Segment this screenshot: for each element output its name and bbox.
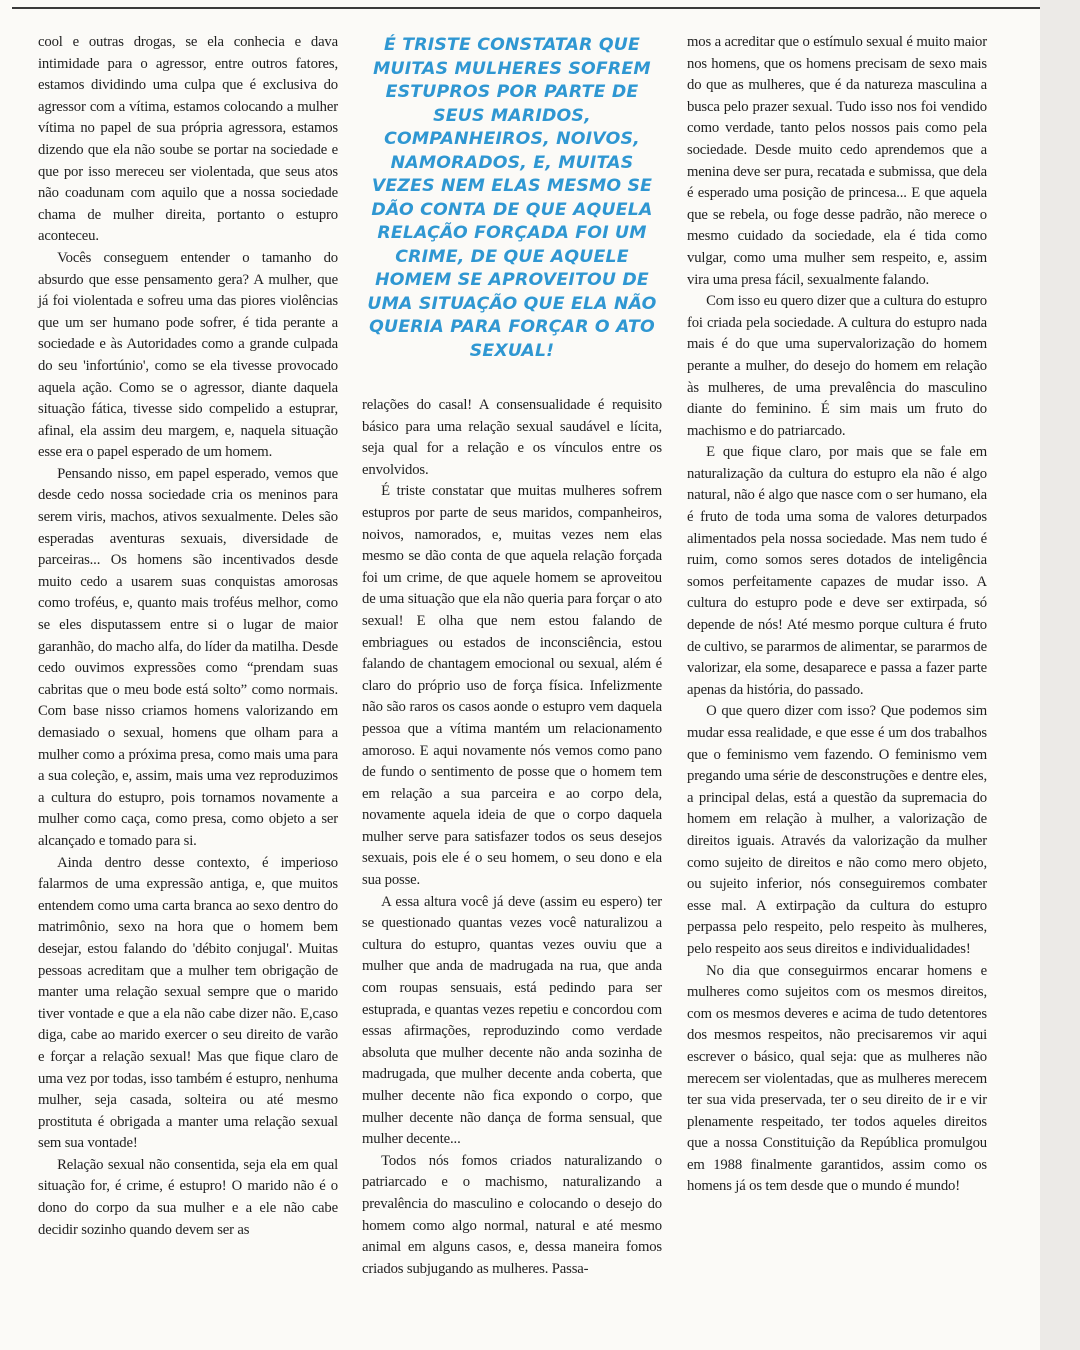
paragraph: relações do casal! A consensualidade é requisito básico para uma relação sexual saudável e lícita, seja qual for a relação e os vínculos entre os envolvidos.	[362, 397, 662, 478]
paragraph: mos a acreditar que o estímulo sexual é muito maior nos homens, que os homens precisam de sexo mais do que as mulheres, que é da natureza masculina a busca pelo prazer sexual. Tudo isso nos foi vendido como verdade, tanto pelos nossos pais como pela sociedade. Desde muito cedo aprendemos que a menina deve ser pura, recatada e submissa, que dela é esperado uma posição de princesa... E que aquela que se rebela, ou foge desse padrão, não merece o mesmo cuidado da sociedade, ela é tida como vulgar, como uma mulher sem respeito, e, assim vira uma presa fácil, sexualmente falando.	[687, 34, 987, 288]
paragraph: Pensando nisso, em papel esperado, vemos que desde cedo nossa sociedade cria os meninos para serem viris, machos, ativos sexualmente. Deles são esperadas aventuras sexuais, diversidade de parceiras... Os homens são incentivados desde muito cedo a usarem suas conquistas amorosas como troféus, e, quanto mais troféus melhor, como se eles disputassem entre si o lugar de maior garanhão, do macho alfa, do líder da matilha. Desde cedo ouvimos expressões como “prendam suas cabritas que o meu bode está solto” como normais. Com base nisso criamos homens valorizando em demasiado o sexual, homens que olham para a mulher como a próxima presa, como mais uma para a sua coleção, e, assim, mais uma vez reproduzimos a cultura do estupro, pois tornamos novamente a mulher como caça, como presa, como objeto a ser alcançado e tomado para si.	[38, 465, 338, 849]
pull-quote: É TRISTE CONSTATAR QUE MUITAS MULHERES SOFREM ESTUPROS POR PARTE DE SEUS MARIDOS, COMPANHEIROS, NOIVOS, NAMORADOS, E, MUITAS VEZES NEM ELAS MESMO SE DÃO CONTA DE QUE AQUELA RELAÇÃO FORÇADA FOI UM CRIME, DE QUE AQUELE HOMEM SE APROVEITOU DE UMA SITUAÇÃO QUE ELA NÃO QUERIA PARA FORÇAR O ATO SEXUAL!	[367, 35, 657, 361]
page-margin	[1040, 0, 1080, 1350]
paragraph: Relação sexual não consentida, seja ela em qual situação for, é crime, é estupro! O marido não é o dono do corpo da sua mulher e a ele não cabe decidir sozinho quando devem ser as	[38, 1156, 338, 1238]
text-column-2	[362, 395, 662, 1280]
paragraph: Ainda dentro desse contexto, é imperioso falarmos de uma expressão antiga, e, que muitos entendem como uma carta branca ao sexo dentro do matrimônio, sexo na hora que o homem bem desejar, estou falando do 'débito conjugal'. Muitas pessoas acreditam que a mulher tem obrigação de manter uma relação sexual sempre que o marido tiver vontade e que a ela não cabe dizer não. E,caso diga, cabe ao marido exercer o seu direito de varão e forçar a relação sexual! Mas que fique claro de uma vez por todas, isso também é estupro, nenhuma mulher, seja casada, solteira ou até mesmo prostituta é obrigada a manter uma relação sexual sem sua vontade!	[38, 854, 338, 1152]
text-column-1	[38, 32, 338, 1241]
paragraph: E que fique claro, por mais que se fale em naturalização da cultura do estupro ela não é algo natural, não é algo que nasce com o ser humano, ela é fruto de toda uma soma de valores deturpados alimentados pela nossa sociedade. Mas nem tudo é ruim, como somos seres dotados de inteligência somos perfeitamente capazes de mudar isso. A cultura do estupro pode e deve ser extirpada, só depende de nós! Até mesmo porque cultura é fruto de cultivo, se pararmos de alimentar, se pararmos de valorizar, ela some, desaparece e passa a fazer parte apenas da história, do passado.	[687, 444, 987, 698]
paragraph: O que quero dizer com isso? Que podemos sim mudar essa realidade, e que esse é um dos trabalhos que o feminismo vem fazendo. O feminismo vem pregando uma série de desconstruções e dentre eles, a principal delas, está a questão da supremacia do homem em relação à mulher, a valorização de direitos iguais. Através da valorização da mulher como sujeito de direitos e não como mero objeto, ou sujeito inferior, nós conseguiremos combater esse mal. A extirpação da cultura do estupro perpassa pelo respeito, pelo respeito às mulheres, pelo respeito aos seus direitos e individualidades!	[687, 703, 987, 957]
text-column-3	[687, 32, 987, 1198]
paragraph: Com isso eu quero dizer que a cultura do estupro foi criada pela sociedade. A cultura do estupro nada mais é do que uma supervalorização do homem perante a mulher, do desejo do homem em relação às mulheres, de uma prevalência do masculino diante do feminino. É sim mais um fruto do machismo e do patriarcado.	[687, 293, 987, 439]
paragraph: A essa altura você já deve (assim eu espero) ter se questionado quantas vezes você naturalizou a cultura do estupro, quantas vezes ouviu que a mulher que anda de madrugada na rua, que anda com roupas sensuais, está pedindo para ser estuprada, e quantas vezes repetiu e concordou com essas afirmações, reproduzindo como verdade absoluta que mulher decente não anda sozinha de madrugada, que mulher decente anda coberta, que mulher decente não fica expondo o corpo, que mulher decente não dança de forma sensual, que mulher decente...	[362, 893, 662, 1148]
paragraph: Todos nós fomos criados naturalizando o patriarcado e o machismo, naturalizando a prevalência do masculino e colocando o desejo do homem como algo normal, natural e até mesmo animal em alguns casos, e, dessa maneira fomos criados subjugando as mulheres. Passa-	[362, 1152, 662, 1277]
paragraph: É triste constatar que muitas mulheres sofrem estupros por parte de seus maridos, companheiros, noivos, namorados, e, muitas vezes nem elas mesmo se dão conta de que aquela relação forçada foi um crime, de que aquele homem se aproveitou de uma situação que ela não queria para forçar o ato sexual! E olha que nem estou falando de embriagues ou estados de inconsciência, estou falando de chantagem emocional ou sexual, além é claro do próprio uso de força física. Infelizmente não são raros os casos aonde o estupro vem daquela pessoa que a vítima mantém um relacionamento amoroso. E aqui novamente nós vemos como pano de fundo o sentimento de posse que o homem tem em relação a sua parceira e ao corpo dela, novamente aquela ideia de que o corpo daquela mulher serve para satisfazer todos os seus desejos sexuais, pois ele é o seu homem, o seu dono e ela sua posse.	[362, 483, 662, 889]
top-rule	[12, 7, 1040, 9]
paragraph: No dia que conseguirmos encarar homens e mulheres como sujeitos com os mesmos direitos, com os mesmos deveres e acima de tudo detentores dos mesmos respeitos, não precisaremos vir aqui escrever o básico, qual seja: que as mulheres não merecem ser violentadas, que as mulheres merecem ter sua vida preservada, ter o seu direito de ir e vir plenamente respeitado, ter todos aqueles direitos que a nossa Constituição da República promulgou em 1988 finalmente garantidos, assim como os homens já os tem desde que o mundo é mundo!	[687, 962, 987, 1195]
paragraph: cool e outras drogas, se ela conhecia e dava intimidade para o agressor, entre outros fatores, estamos dividindo uma culpa que é exclusiva do agressor com a vítima, estamos colocando a mulher vítima no papel de sua própria agressora, estamos dizendo que ela não soube se portar na sociedade e que por isso mereceu ser violentada, que seus atos não coadunam com aquilo que a nossa sociedade chama de mulher direita, portanto o estupro aconteceu.	[38, 34, 338, 245]
paragraph: Vocês conseguem entender o tamanho do absurdo que esse pensamento gera? A mulher, que já foi violentada e sofreu uma das piores violências que um ser humano pode sofrer, é tida perante a sociedade e às Autoridades como a grande culpada do seu 'infortúnio', como se ela tivesse provocado aquela ação. Como se o agressor, diante daquela situação fática, tivesse sido compelido a estuprar, afinal, ela assim deu margem, e, naquela situação esse era o papel esperado de um homem.	[38, 249, 338, 461]
